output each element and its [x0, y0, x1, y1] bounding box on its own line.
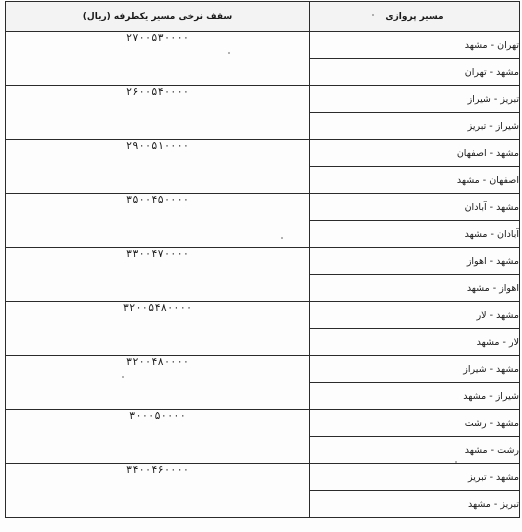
route-cell: اصفهان - مشهد: [310, 167, 520, 194]
table-row: [6, 248, 520, 275]
fare-table: [5, 1, 520, 518]
fare-cell: ۲۶۰۰۵۴۰۰۰۰: [6, 86, 310, 140]
route-cell: آبادان - مشهد: [310, 221, 520, 248]
scan-speck: [122, 376, 124, 378]
table-row: [6, 302, 520, 329]
fare-cell: ۳۲۰۰۴۸۰۰۰۰: [6, 356, 310, 410]
fare-column-header: سقف نرخی مسیر یکطرفه (ریال): [6, 2, 310, 32]
scan-speck: [372, 14, 374, 16]
table-row: [6, 86, 520, 113]
table-row: [6, 410, 520, 437]
scan-speck: [455, 461, 457, 463]
route-cell: مشهد - رشت: [310, 410, 520, 437]
table-row: [6, 194, 520, 221]
route-cell: مشهد - اهواز: [310, 248, 520, 275]
route-cell: مشهد - تهران: [310, 59, 520, 86]
scan-speck: [281, 237, 283, 239]
route-cell: لار - مشهد: [310, 329, 520, 356]
table-row: [6, 356, 520, 383]
fare-cell: ۳۵۰۰۴۵۰۰۰۰: [6, 194, 310, 248]
route-cell: تبریز - مشهد: [310, 491, 520, 518]
route-column-header: مسیر پروازی: [310, 2, 520, 32]
fare-cell: ۳۲۰۰۵۴۸۰۰۰۰: [6, 302, 310, 356]
route-cell: شیراز - مشهد: [310, 383, 520, 410]
route-cell: رشت - مشهد: [310, 437, 520, 464]
route-cell: مشهد - تبریز: [310, 464, 520, 491]
table-row: [6, 464, 520, 491]
route-cell: اهواز - مشهد: [310, 275, 520, 302]
route-cell: تهران - مشهد: [310, 32, 520, 59]
fare-cell: ۲۹۰۰۵۱۰۰۰۰: [6, 140, 310, 194]
fare-cell: ۳۰۰۰۵۰۰۰۰: [6, 410, 310, 464]
route-cell: مشهد - اصفهان: [310, 140, 520, 167]
route-cell: مشهد - شیراز: [310, 356, 520, 383]
table-header-row: [6, 2, 520, 32]
route-cell: شیراز - تبریز: [310, 113, 520, 140]
route-cell: مشهد - آبادان: [310, 194, 520, 221]
route-cell: تبریز - شیراز: [310, 86, 520, 113]
scan-speck: [228, 52, 230, 54]
fare-cell: ۳۳۰۰۴۷۰۰۰۰: [6, 248, 310, 302]
fare-cell: ۳۴۰۰۴۶۰۰۰۰: [6, 464, 310, 518]
table-row: [6, 32, 520, 59]
fare-cell: ۲۷۰۰۵۳۰۰۰۰: [6, 32, 310, 86]
route-cell: مشهد - لار: [310, 302, 520, 329]
table-row: [6, 140, 520, 167]
